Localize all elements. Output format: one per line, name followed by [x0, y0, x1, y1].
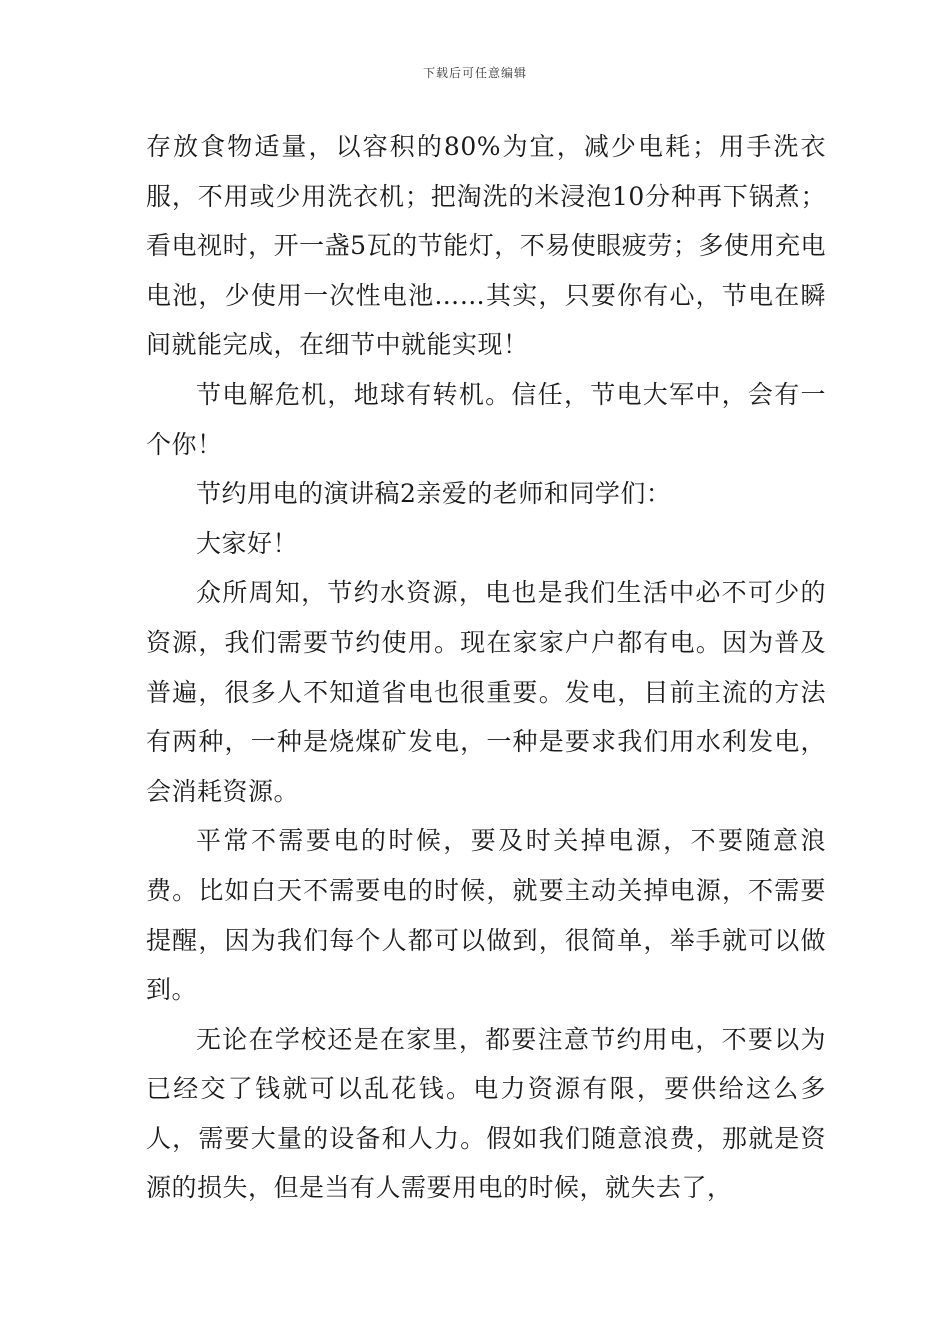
page-header: 下载后可任意编辑	[422, 66, 527, 80]
paragraph-1: 存放食物适量，以容积的80%为宜，减少电耗；用手洗衣服，不用或少用洗衣机；把淘洗的米浸泡10分种再下锅煮；看电视时，开一盏5瓦的节能灯，不易使眼疲劳；多使用充电电池，少使用一次性电池……其实，只要你有心，节电在瞬间就能完成，在细节中就能实现！	[146, 132, 826, 360]
paragraph-2: 节电解危机，地球有转机。信任，节电大军中，会有一个你！	[146, 379, 826, 459]
paragraph-4-greeting: 大家好！	[196, 528, 299, 558]
paragraph-6: 平常不需要电的时候，要及时关掉电源，不要随意浪费。比如白天不需要电的时候，就要主动关掉电源，不需要提醒，因为我们每个人都可以做到，很简单，举手就可以做到。	[146, 826, 826, 1005]
paragraph-3-speech-title: 节约用电的演讲稿2亲爱的老师和同学们：	[196, 479, 672, 509]
paragraph-7: 无论在学校还是在家里，都要注意节约用电，不要以为已经交了钱就可以乱花钱。电力资源有限，要供给这么多人，需要大量的设备和人力。假如我们随意浪费，那就是资源的损失，但是当有人需要用电的时候，就失去了，	[146, 1024, 826, 1203]
document-body	[146, 122, 826, 1213]
paragraph-5: 众所周知，节约水资源，电也是我们生活中必不可少的资源，我们需要节约使用。现在家家户户都有电。因为普及普遍，很多人不知道省电也很重要。发电，目前主流的方法有两种，一种是烧煤矿发电，一种是要求我们用水利发电，会消耗资源。	[146, 578, 826, 806]
